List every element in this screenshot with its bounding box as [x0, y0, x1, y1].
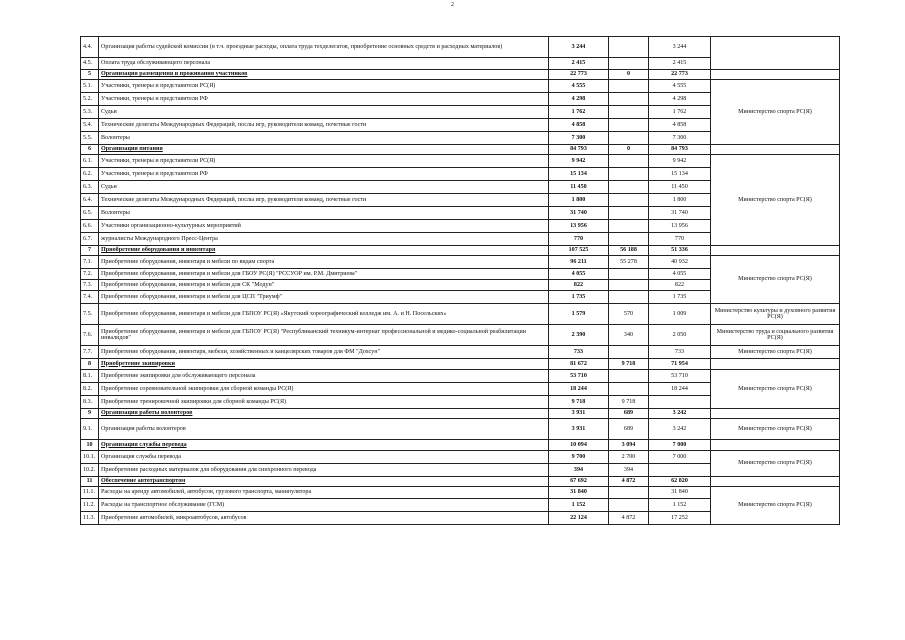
row-regional: 22 773	[649, 70, 711, 80]
row-federal: 55 278	[609, 256, 649, 269]
row-total: 81 672	[549, 359, 609, 370]
row-name: Приобретение экипировки для обслуживающего персонала	[99, 370, 549, 383]
row-regional: 40 932	[649, 256, 711, 269]
row-name: Приобретение соревновательной экипировки для сборной команды РС(Я)	[99, 383, 549, 396]
row-federal: 4 872	[609, 512, 649, 525]
row-name: журналисты Международного Пресс-Центра	[99, 233, 549, 246]
row-number: 8.3.	[81, 396, 99, 409]
row-regional: 71 954	[649, 359, 711, 370]
section-row	[81, 359, 840, 370]
row-number: 8	[81, 359, 99, 370]
row-regional: 31 840	[649, 487, 711, 499]
row-total: 822	[549, 280, 609, 291]
row-name: Приобретение расходных материалов для оборудования для синхронного перевода	[99, 464, 549, 477]
row-name: Обеспечение автотранспортом	[99, 477, 549, 487]
row-name: Приобретение оборудования, инвентаря и мебели для ГБПОУ РС(Я) "Республиканский техникум-интернат профессиональной и медико-социальной реабилитации инвалидов"	[99, 325, 549, 346]
row-total: 13 956	[549, 220, 609, 233]
table-row	[81, 451, 840, 464]
table-row	[81, 155, 840, 168]
table-row	[81, 346, 840, 359]
row-number: 6.5.	[81, 207, 99, 220]
row-total: 9 700	[549, 451, 609, 464]
row-regional: 31 740	[649, 207, 711, 220]
row-number: 6.3.	[81, 181, 99, 194]
row-federal	[609, 58, 649, 70]
row-number: 9	[81, 409, 99, 419]
row-name: Организация питания	[99, 145, 549, 155]
row-regional: 9 942	[649, 155, 711, 168]
row-regional: 84 793	[649, 145, 711, 155]
responsible-ministry	[711, 359, 840, 370]
row-regional: 7 300	[649, 132, 711, 145]
row-number: 10.1.	[81, 451, 99, 464]
responsible-ministry: Министерство спорта РС(Я)	[711, 487, 840, 525]
row-federal	[609, 80, 649, 93]
responsible-ministry: Министерство культуры и духовного развития РС(Я)	[711, 304, 840, 325]
row-regional: 53 710	[649, 370, 711, 383]
row-regional: 770	[649, 233, 711, 246]
row-name: Приобретение оборудования, инвентаря и мебели для СК "Модун"	[99, 280, 549, 291]
row-federal	[609, 119, 649, 132]
row-federal: 689	[609, 409, 649, 419]
row-number: 5.4.	[81, 119, 99, 132]
row-federal	[609, 280, 649, 291]
row-federal	[609, 233, 649, 246]
row-regional: 62 820	[649, 477, 711, 487]
table-row	[81, 370, 840, 383]
row-regional: 18 244	[649, 383, 711, 396]
row-number: 9.1.	[81, 419, 99, 440]
row-regional: 7 000	[649, 440, 711, 451]
row-number: 4.5.	[81, 58, 99, 70]
row-regional: 733	[649, 346, 711, 359]
row-regional: 4 555	[649, 80, 711, 93]
row-federal: 0	[609, 145, 649, 155]
row-name: Оплата труда обслуживающего персонала	[99, 58, 549, 70]
row-total: 4 555	[549, 80, 609, 93]
row-number: 4.4.	[81, 37, 99, 58]
row-name: Приобретение оборудования, инвентаря и мебели для ГБОУ РС(Я) "РССУОР им. Р.М. Дмитриева"	[99, 269, 549, 280]
row-name: Волонтеры	[99, 132, 549, 145]
row-total: 10 094	[549, 440, 609, 451]
row-regional: 51 336	[649, 246, 711, 256]
row-name: Технические делегаты Международных Федераций, послы игр, руководители команд, почетные гости	[99, 119, 549, 132]
row-number: 10.2.	[81, 464, 99, 477]
responsible-ministry	[711, 440, 840, 451]
row-total: 84 793	[549, 145, 609, 155]
row-name: Участники, тренеры и представители РС(Я)	[99, 80, 549, 93]
responsible-ministry: Министерство спорта РС(Я)	[711, 370, 840, 409]
row-total: 11 450	[549, 181, 609, 194]
page-number: 2	[451, 2, 454, 8]
row-number: 7.6.	[81, 325, 99, 346]
responsible-ministry: Министерство спорта РС(Я)	[711, 80, 840, 145]
row-federal	[609, 132, 649, 145]
row-regional: 13 956	[649, 220, 711, 233]
row-number: 7.7.	[81, 346, 99, 359]
responsible-ministry: Министерство спорта РС(Я)	[711, 346, 840, 359]
row-number: 6.4.	[81, 194, 99, 207]
row-number: 7.5.	[81, 304, 99, 325]
row-federal: 340	[609, 325, 649, 346]
section-row	[81, 145, 840, 155]
row-total: 31 740	[549, 207, 609, 220]
row-name: Организация размещения и проживания участников	[99, 70, 549, 80]
row-federal	[609, 37, 649, 58]
row-federal: 56 188	[609, 246, 649, 256]
row-federal	[609, 155, 649, 168]
row-number: 5.3.	[81, 106, 99, 119]
table-row	[81, 256, 840, 269]
row-total: 107 525	[549, 246, 609, 256]
row-regional: 2 050	[649, 325, 711, 346]
responsible-ministry	[711, 246, 840, 256]
row-total: 1 800	[549, 194, 609, 207]
table-row	[81, 37, 840, 58]
row-number: 11	[81, 477, 99, 487]
row-federal: 3 094	[609, 440, 649, 451]
row-federal: 4 872	[609, 477, 649, 487]
row-number: 8.2.	[81, 383, 99, 396]
row-total: 394	[549, 464, 609, 477]
row-name: Организация службы перевода	[99, 440, 549, 451]
responsible-ministry	[711, 477, 840, 487]
row-total: 3 931	[549, 409, 609, 419]
row-total: 4 298	[549, 93, 609, 106]
row-federal	[609, 168, 649, 181]
budget-table-body	[81, 37, 840, 525]
row-regional	[649, 464, 711, 477]
row-total: 4 858	[549, 119, 609, 132]
row-regional: 2 415	[649, 58, 711, 70]
row-number: 6	[81, 145, 99, 155]
row-number: 10	[81, 440, 99, 451]
row-federal	[609, 487, 649, 499]
row-number: 5	[81, 70, 99, 80]
table-row	[81, 325, 840, 346]
row-total: 67 692	[549, 477, 609, 487]
row-number: 11.3.	[81, 512, 99, 525]
row-name: Волонтеры	[99, 207, 549, 220]
row-total: 31 840	[549, 487, 609, 499]
row-total: 1 735	[549, 291, 609, 304]
row-regional: 1 800	[649, 194, 711, 207]
row-total: 1 152	[549, 499, 609, 512]
section-row	[81, 246, 840, 256]
row-name: Организация работы судейской комиссии (в т.ч. проездные расходы, оплата труда техделегатов, приобретение основных средств и расходных материалов)	[99, 37, 549, 58]
row-name: Судьи	[99, 181, 549, 194]
responsible-ministry: Министерство труда и социального развития РС(Я)	[711, 325, 840, 346]
row-number: 7.2.	[81, 269, 99, 280]
section-row	[81, 440, 840, 451]
row-number: 5.5.	[81, 132, 99, 145]
row-regional: 15 134	[649, 168, 711, 181]
row-federal	[609, 93, 649, 106]
row-regional: 7 000	[649, 451, 711, 464]
row-number: 6.1.	[81, 155, 99, 168]
row-name: Расходы на аренду автомобилей, автобусов, грузового транспорта, манипулятора	[99, 487, 549, 499]
row-name: Участники организационно-культурных мероприятий	[99, 220, 549, 233]
row-name: Приобретение оборудования, инвентаря и мебели для ЦСП "Триумф"	[99, 291, 549, 304]
row-total: 9 942	[549, 155, 609, 168]
row-regional: 822	[649, 280, 711, 291]
row-total: 9 718	[549, 396, 609, 409]
row-federal	[609, 499, 649, 512]
row-name: Приобретение тренировочной экипировки для сборной команды РС(Я)	[99, 396, 549, 409]
section-row	[81, 70, 840, 80]
row-total: 733	[549, 346, 609, 359]
responsible-ministry	[711, 37, 840, 70]
row-total: 22 124	[549, 512, 609, 525]
row-name: Приобретение экипировки	[99, 359, 549, 370]
row-name: Судьи	[99, 106, 549, 119]
row-regional: 1 152	[649, 499, 711, 512]
row-federal	[609, 370, 649, 383]
row-regional: 1 762	[649, 106, 711, 119]
row-name: Приобретение оборудования, инвентаря, мебели, хозяйственных и канцелярских товаров для ФМ "Дохсун"	[99, 346, 549, 359]
row-number: 7.1.	[81, 256, 99, 269]
row-total: 4 055	[549, 269, 609, 280]
row-name: Технические делегаты Международных Федераций, послы игр, руководители команд, почетные гости	[99, 194, 549, 207]
row-number: 5.1.	[81, 80, 99, 93]
row-total: 22 773	[549, 70, 609, 80]
responsible-ministry: Министерство спорта РС(Я)	[711, 451, 840, 477]
row-federal	[609, 207, 649, 220]
row-number: 5.2.	[81, 93, 99, 106]
row-total: 3 931	[549, 419, 609, 440]
row-total: 770	[549, 233, 609, 246]
row-regional: 1 009	[649, 304, 711, 325]
row-total: 3 244	[549, 37, 609, 58]
row-federal	[609, 181, 649, 194]
row-number: 6.6.	[81, 220, 99, 233]
row-number: 11.1.	[81, 487, 99, 499]
row-number: 7.4.	[81, 291, 99, 304]
row-total: 7 300	[549, 132, 609, 145]
row-number: 7	[81, 246, 99, 256]
row-regional	[649, 396, 711, 409]
row-name: Организация работы волонтеров	[99, 419, 549, 440]
row-federal: 9 718	[609, 396, 649, 409]
row-federal: 9 718	[609, 359, 649, 370]
row-name: Приобретение оборудования и инвентаря	[99, 246, 549, 256]
table-row	[81, 487, 840, 499]
row-regional: 4 858	[649, 119, 711, 132]
row-total: 2 415	[549, 58, 609, 70]
row-regional: 4 055	[649, 269, 711, 280]
row-number: 7.3.	[81, 280, 99, 291]
row-total: 18 244	[549, 383, 609, 396]
row-federal	[609, 346, 649, 359]
row-name: Организация работы волонтеров	[99, 409, 549, 419]
row-federal	[609, 220, 649, 233]
row-name: Приобретение оборудования, инвентаря и мебели по видам спорта	[99, 256, 549, 269]
responsible-ministry: Министерство спорта РС(Я)	[711, 419, 840, 440]
row-federal	[609, 194, 649, 207]
responsible-ministry	[711, 70, 840, 80]
responsible-ministry	[711, 409, 840, 419]
row-regional: 3 242	[649, 419, 711, 440]
row-name: Приобретение оборудования, инвентаря и мебели для ГБПОУ РС(Я) «Якутский хореографический колледж им. А. и Н. Посельских»	[99, 304, 549, 325]
row-regional: 3 244	[649, 37, 711, 58]
row-regional: 1 735	[649, 291, 711, 304]
row-federal: 394	[609, 464, 649, 477]
row-total: 15 134	[549, 168, 609, 181]
section-row	[81, 409, 840, 419]
row-regional: 17 252	[649, 512, 711, 525]
responsible-ministry: Министерство спорта РС(Я)	[711, 256, 840, 304]
row-federal	[609, 291, 649, 304]
responsible-ministry: Министерство спорта РС(Я)	[711, 155, 840, 246]
table-row	[81, 80, 840, 93]
row-number: 6.2.	[81, 168, 99, 181]
row-total: 2 390	[549, 325, 609, 346]
table-row	[81, 419, 840, 440]
row-name: Участники, тренеры и представители РФ	[99, 93, 549, 106]
row-total: 1 579	[549, 304, 609, 325]
row-number: 6.7.	[81, 233, 99, 246]
table-row	[81, 304, 840, 325]
row-regional: 3 242	[649, 409, 711, 419]
row-federal	[609, 383, 649, 396]
row-federal	[609, 269, 649, 280]
row-name: Приобретение автомобилей, микроавтобусов, автобусов	[99, 512, 549, 525]
row-federal	[609, 106, 649, 119]
row-regional: 4 298	[649, 93, 711, 106]
responsible-ministry	[711, 145, 840, 155]
row-federal: 689	[609, 419, 649, 440]
row-name: Участники, тренеры и представители РФ	[99, 168, 549, 181]
row-regional: 11 450	[649, 181, 711, 194]
row-name: Организация службы перевода	[99, 451, 549, 464]
row-federal: 0	[609, 70, 649, 80]
section-row	[81, 477, 840, 487]
row-number: 8.1.	[81, 370, 99, 383]
budget-table	[80, 36, 840, 525]
row-federal: 570	[609, 304, 649, 325]
row-total: 1 762	[549, 106, 609, 119]
row-name: Расходы на транспортное обслуживание (ГСМ)	[99, 499, 549, 512]
row-name: Участники, тренеры и представители РС(Я)	[99, 155, 549, 168]
row-federal: 2 700	[609, 451, 649, 464]
row-total: 96 211	[549, 256, 609, 269]
row-total: 53 710	[549, 370, 609, 383]
row-number: 11.2.	[81, 499, 99, 512]
